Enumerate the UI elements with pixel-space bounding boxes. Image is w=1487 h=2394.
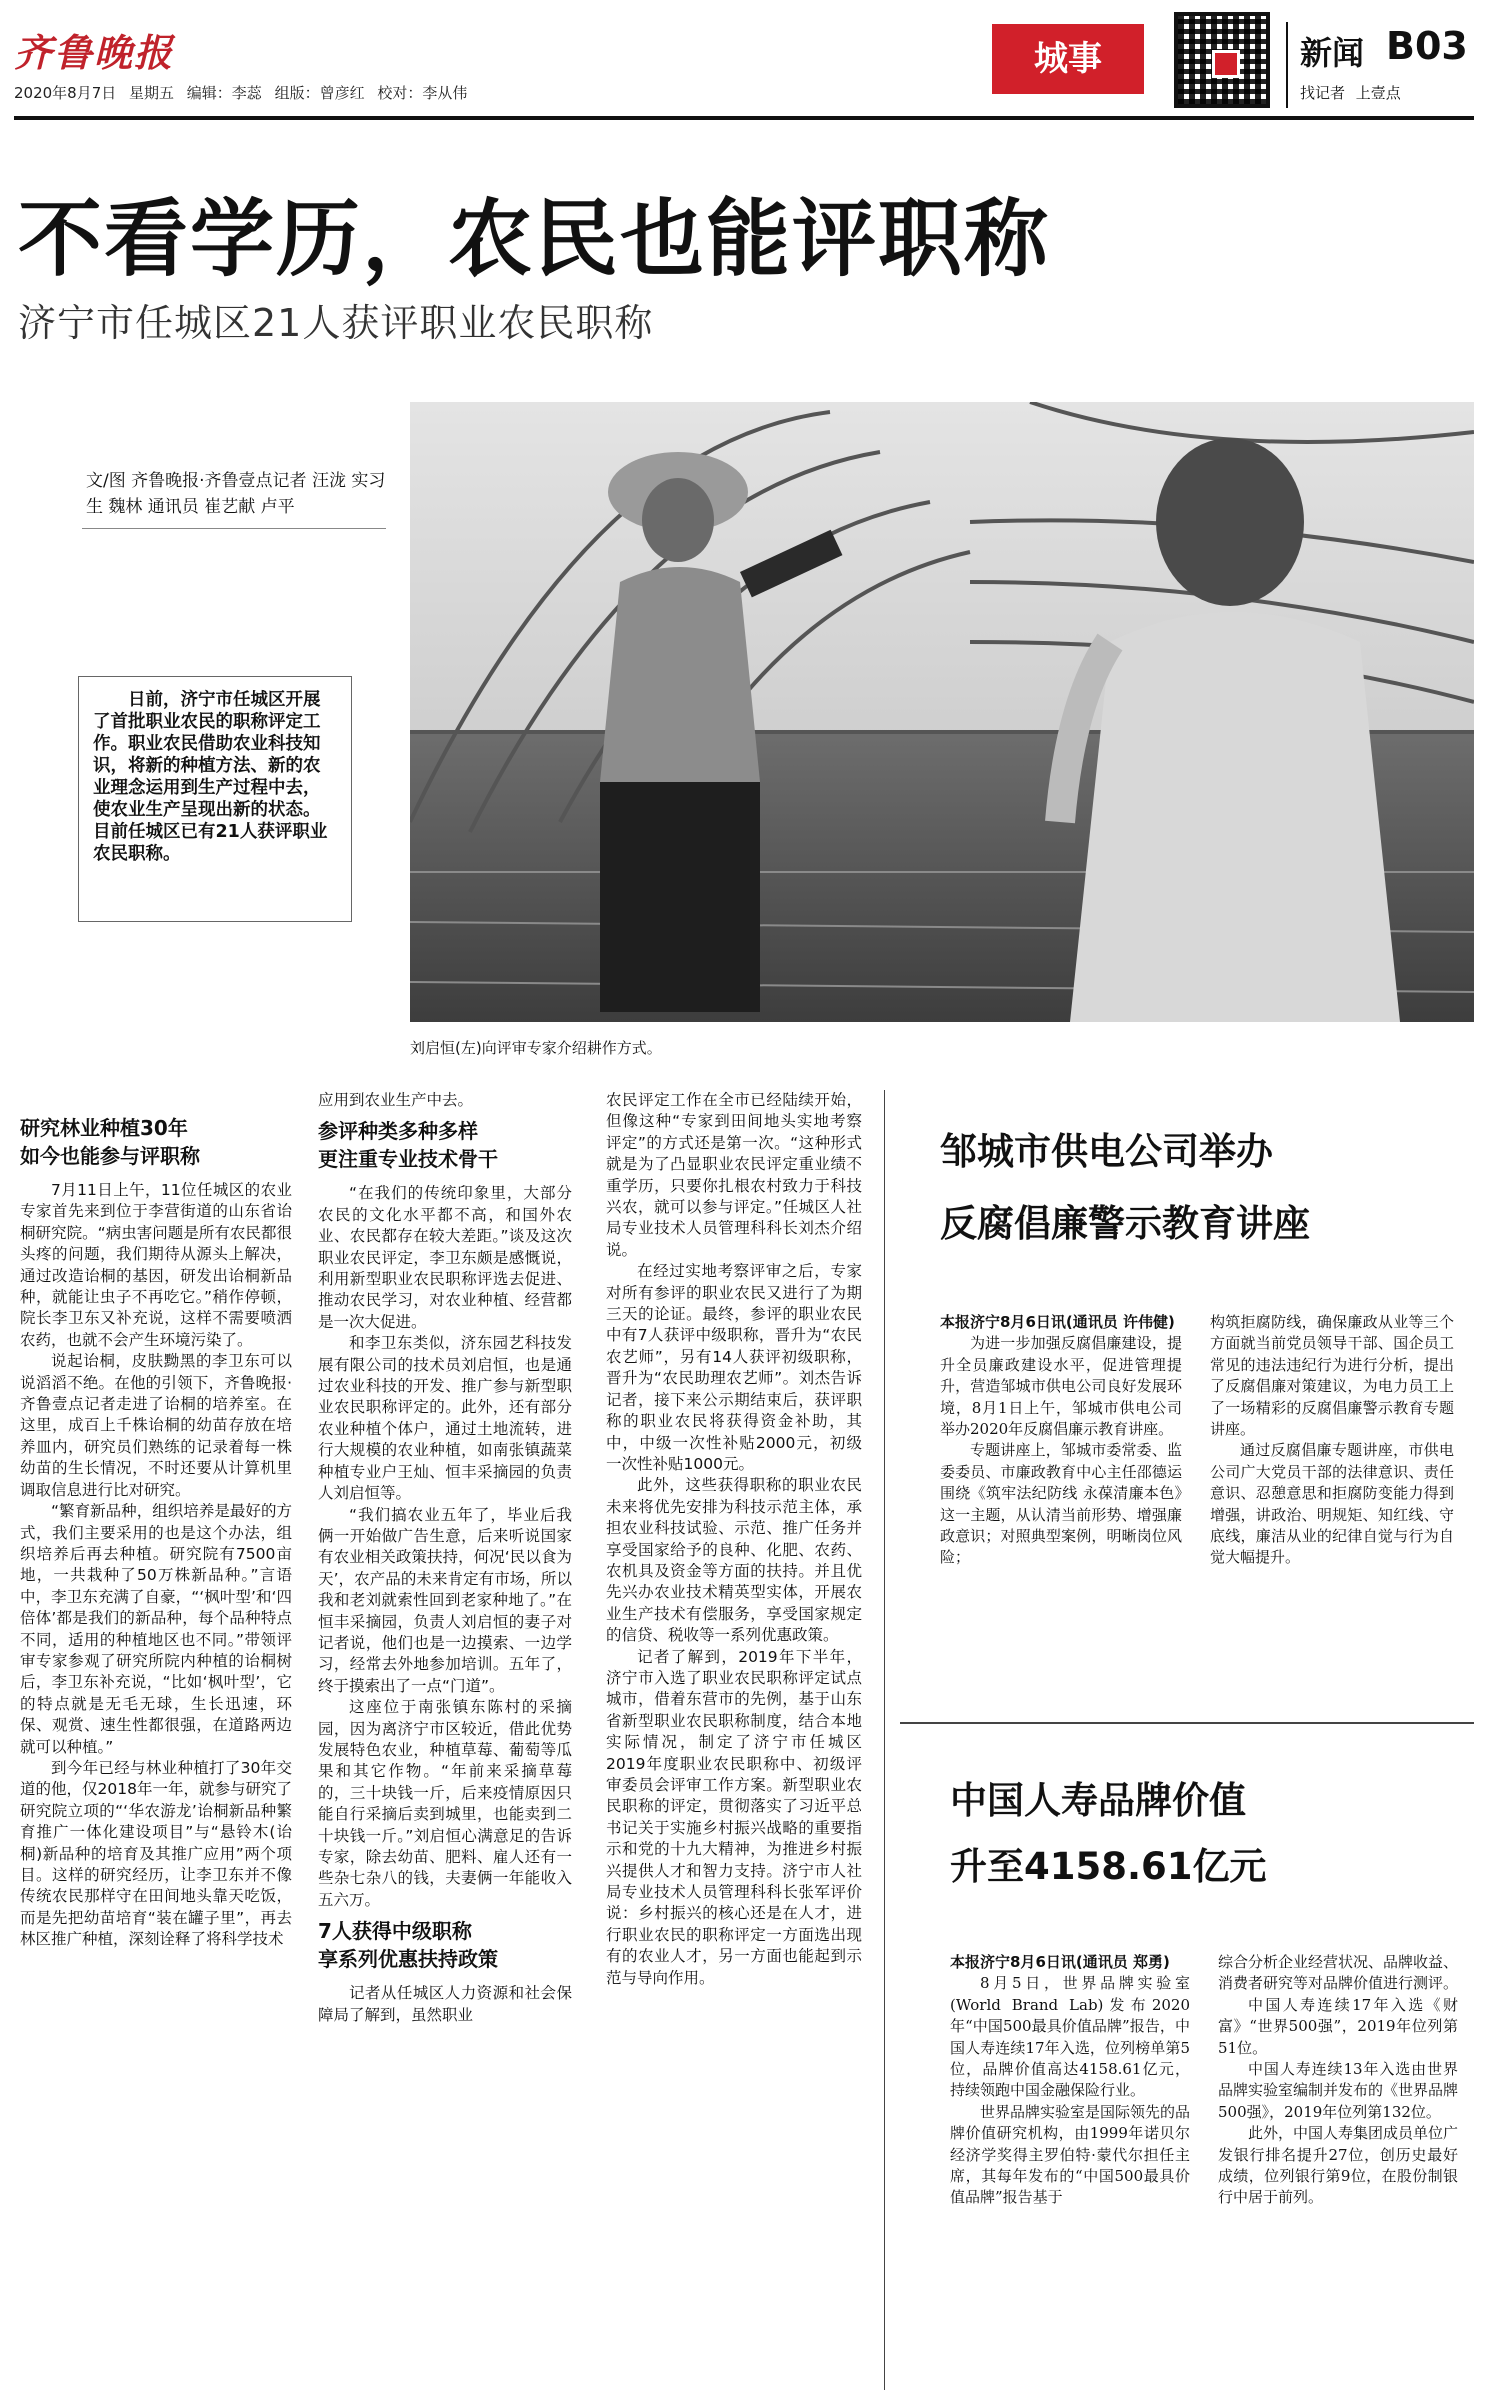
lead-article-col1 [20,1108,292,1951]
col1-para: “繁育新品种，组织培养是最好的方式，我们主要采用的也是这个办法，组织培养后再去种植。研究院有7500亩地，一共栽种了50万株新品种。”言语中，李卫东充满了自豪，“‘枫叶型’和‘四倍体’都是我们的新品种，每个品种特点不同，适用的种植地区也不同。”带领评审专家参观了研究所院内种植的诒桐树后，李卫东补充说，“比如‘枫叶型’，它的特点就是无毛无球，生长迅速，环保、观赏、速生性都很强，在道路两边就可以种植。” [20,1502,292,1756]
subheadline: 济宁市任城区21人获评职业农民职称 [18,301,654,345]
header-rule [14,116,1474,120]
article2-lead: 本报济宁8月6日讯(通讯员 许伟健) [940,1313,1175,1331]
article2-para: 通过反腐倡廉专题讲座，市供电公司广大党员干部的法律意识、责任意识、忍憩意思和拒腐防变能力得到增强，讲政治、明规矩、知红线、守底线，廉洁从业的纪律自觉与行为自觉大幅提升。 [1210,1441,1454,1567]
article2-col2 [1210,1312,1454,1569]
section-tag: 城事 [992,24,1144,94]
col1-para: 7月11日上午，11位任城区的农业专家首先来到位于李营街道的山东省诒桐研究院。“病虫害问题是所有农民都很头疼的问题，我们期待从源头上解决，通过改造诒桐的基因，研发出诒桐新品种，就能让虫子不再吃它。”稍作停顿，院长李卫东又补充说，这样不需要喷洒农药，也就不会产生环境污染了。 [20,1181,292,1349]
col3-para: 记者了解到，2019年下半年，济宁市入选了职业农民职称评定试点城市，借着东营市的先例，基于山东省新型职业农民职称制度，结合本地实际情况，制定了济宁市任城区2019年度职业农民职称中、初级评审委员会评审工作方案。新型职业农民职称的评定，贯彻落实了习近平总书记关于实施乡村振兴战略的重要指示和党的十九大精神，为推进乡村振兴提供人才和智力支持。济宁市人社局专业技术人员管理科科长张军评价说：乡村振兴的核心还是在人才，进行职业农民的职称评定一方面选出现有的农业人才，另一方面也能起到示范与导向作用。 [606,1647,862,1987]
newspaper-logo: 齐鲁晚报 [14,30,175,75]
article2-title-line1: 邹城市供电公司举办 [940,1130,1273,1173]
article3-para: 中国人寿连续13年入选由世界品牌实验室编制并发布的《世界品牌500强》，2019年位列第132位。 [1218,2060,1459,2121]
article2-col1 [940,1312,1182,1569]
reporter-line: 找记者 上壹点 [1300,84,1401,102]
col2-subhead-1: 参评种类多种多样 更注重专业技术骨干 [318,1119,498,1172]
col2-para: 这座位于南张镇东陈村的采摘园，因为离济宁市区较近，借此优势发展特色农业，种植草莓、葡萄等瓜果和其它作物。“年前来采摘草莓的，三十块钱一斤，后来疫情原因只能自行采摘后卖到城里，也能卖到二十块钱一斤。”刘启恒心满意足的告诉专家，除去幼苗、肥料、雇人还有一些杂七杂八的钱，夫妻俩一年能收入五六万。 [318,1698,572,1909]
article2-title-line2: 反腐倡廉警示教育讲座 [940,1202,1310,1245]
article3-col2 [1218,1952,1458,2209]
photo-illustration [410,402,1474,1022]
col2-para: “我们搞农业五年了，毕业后我俩一开始做广告生意，后来听说国家有农业相关政策扶持，何况‘民以食为天’，农产品的未来肯定有市场，所以我和老刘就索性回到老家种地了。”在恒丰采摘园，负责人刘启恒的妻子对记者说，他们也是一边摸索、一边学习，经常去外地参加培训。五年了，终于摸索出了一点“门道”。 [318,1505,572,1695]
col3-para: 在经过实地考察评审之后，专家对所有参评的职业农民又进行了为期三天的论证。最终，参评的职业农民中有7人获评中级职称，晋升为“农民农艺师”，另有14人获评初级职称，晋升为“农民助理农艺师”。刘杰告诉记者，接下来公示期结束后，获评职称的职业农民将获得资金补助，其中，中级一次性补贴2000元，初级一次性补贴1000元。 [606,1262,862,1473]
photo-greenhouse-farmers [410,402,1474,1022]
byline-rule [82,528,386,529]
col2-para: “在我们的传统印象里，大部分农民的文化水平都不高，和国外农业、农民都存在较大差距。”谈及这次职业农民评定，李卫东颇是感慨说，利用新型职业农民职称评选去促进、推动农民学习，对农业种植、经营都是一次大促进。 [318,1184,572,1331]
col1-para: 说起诒桐，皮肤黝黑的李卫东可以说滔滔不绝。在他的引领下，齐鲁晚报·齐鲁壹点记者走进了诒桐的培养室。在这里，成百上千株诒桐的幼苗存放在培养皿内，研究员们熟练的记录着每一株幼苗的生长情况，不时还要从计算机里调取信息进行比对研究。 [20,1352,292,1499]
headline: 不看学历，农民也能评职称 [18,190,1051,288]
col3-para: 此外，这些获得职称的职业农民未来将优先安排为科技示范主体，承担农业科技试验、示范、推广任务并享受国家给予的良种、化肥、农药、农机具及资金等方面的扶持。并且优先兴办农业技术精英型实体，开展农业生产技术有偿服务，享受国家规定的信贷、税收等一系列优惠政策。 [606,1476,862,1645]
article3-col1 [950,1952,1190,2209]
article3-lead: 本报济宁8月6日讯(通讯员 郑勇) [950,1953,1170,1971]
article-divider [900,1722,1474,1724]
date-editor-line: 2020年8月7日 星期五 编辑：李蕊 组版：曾彦红 校对：李从伟 [14,84,468,102]
column-divider [884,1090,885,2390]
article3-para: 中国人寿连续17年入选《财富》“世界500强”，2019年位列第51位。 [1218,1995,1458,2057]
col3-para: 农民评定工作在全市已经陆续开始，但像这种“专家到田间地头实地考察评定”的方式还是第一次。“这种形式就是为了凸显职业农民评定重业绩不重学历，只要你扎根农村致力于科技兴农，就可以参与评定。”任城区人社局专业技术人员管理科科长刘杰介绍说。 [606,1091,862,1259]
article2-title [940,1116,1310,1260]
col2-para: 和李卫东类似，济东园艺科技发展有限公司的技术员刘启恒，也是通过农业科技的开发、推广参与新型职业农民职称评定的。此外，还有部分农业种植个体户，通过土地流转，进行大规模的农业种植，如南张镇蔬菜种植专业户王灿、恒丰采摘园的负责人刘启恒等。 [318,1334,572,1503]
lead-summary-box: 日前，济宁市任城区开展了首批职业农民的职称评定工作。职业农民借助农业科技知识，将新的种植方法、新的农业理念运用到生产过程中去，使农业生产呈现出新的状态。目前任城区已有21人获评职业农民职称。 [78,676,352,922]
article3-title-line2: 升至4158.61亿元 [950,1845,1267,1888]
col2-subhead-2: 7人获得中级职称 享系列优惠扶持政策 [318,1919,498,1972]
photo-caption: 刘启恒(左)向评审专家介绍耕作方式。 [410,1039,662,1057]
article3-para: 世界品牌实验室是国际领先的品牌价值研究机构，由1999年诺贝尔经济学奖得主罗伯特·蒙代尔担任主席，其每年发布的“中国500最具价值品牌”报告基于 [950,2102,1191,2207]
header-divider [1286,22,1288,108]
article2-para: 为进一步加强反腐倡廉建设，提升全员廉政建设水平，促进管理提升，营造邹城市供电公司良好发展环境，8月1日上午，邹城市供电公司举办2020年反腐倡廉示教育讲座。 [940,1334,1182,1439]
article2-para: 构筑拒腐防线，确保廉政从业等三个方面就当前党员领导干部、国企员工常见的违法违纪行为进行分析，提出了反腐倡廉对策建议，为电力员工上了一场精彩的反腐倡廉警示教育专题讲座。 [1210,1313,1454,1439]
lead-article-col3 [606,1090,862,1989]
lead-article-col2 [318,1090,572,2026]
article3-para: 此外，中国人寿集团成员单位广发银行排名提升27位，创历史最好成绩，位列银行第9位，在股份制银行中居于前列。 [1218,2124,1459,2207]
article2-para: 专题讲座上，邹城市委常委、监委委员、市廉政教育中心主任邵德运围绕《筑牢法纪防线 永葆清廉本色》这一主题，从认清当前形势、增强廉政意识；对照典型案例，明晰岗位风险； [940,1441,1182,1567]
col1-para: 到今年已经与林业种植打了30年交道的他，仅2018年一年，就参与研究了研究院立项的“‘华农游龙’诒桐新品种繁育推广一体化建设项目”与“悬铃木(诒桐)新品种的培育及其推广应用”两个项目。这样的研究经历，让李卫东并不像传统农民那样守在田间地头靠天吃饭，而是先把幼苗培育“装在罐子里”，再去林区推广种植，深刻诠释了将科学技术 [20,1758,292,1949]
article3-title [950,1768,1267,1900]
col2-para: 应用到农业生产中去。 [318,1091,474,1109]
qr-code-icon [1174,12,1270,108]
page-number: B03 [1386,24,1468,68]
article3-title-line1: 中国人寿品牌价值 [950,1779,1246,1822]
news-label: 新闻 [1300,34,1365,72]
col1-subhead: 研究林业种植30年 如今也能参与评职称 [20,1116,200,1168]
byline: 文/图 齐鲁晚报·齐鲁壹点记者 汪泷 实习生 魏林 通讯员 崔艺献 卢平 [86,471,386,517]
article3-para: 综合分析企业经营状况、品牌收益、消费者研究等对品牌价值进行测评。 [1218,1953,1459,1993]
col2-para: 记者从任城区人力资源和社会保障局了解到，虽然职业 [318,1984,572,2024]
article3-para: 8月5日，世界品牌实验室(World Brand Lab)发布2020年“中国500最具价值品牌”报告，中国人寿连续17年入选，位列榜单第5位，品牌价值高达4158.61亿元，持续领跑中国金融保险行业。 [950,1974,1190,2100]
